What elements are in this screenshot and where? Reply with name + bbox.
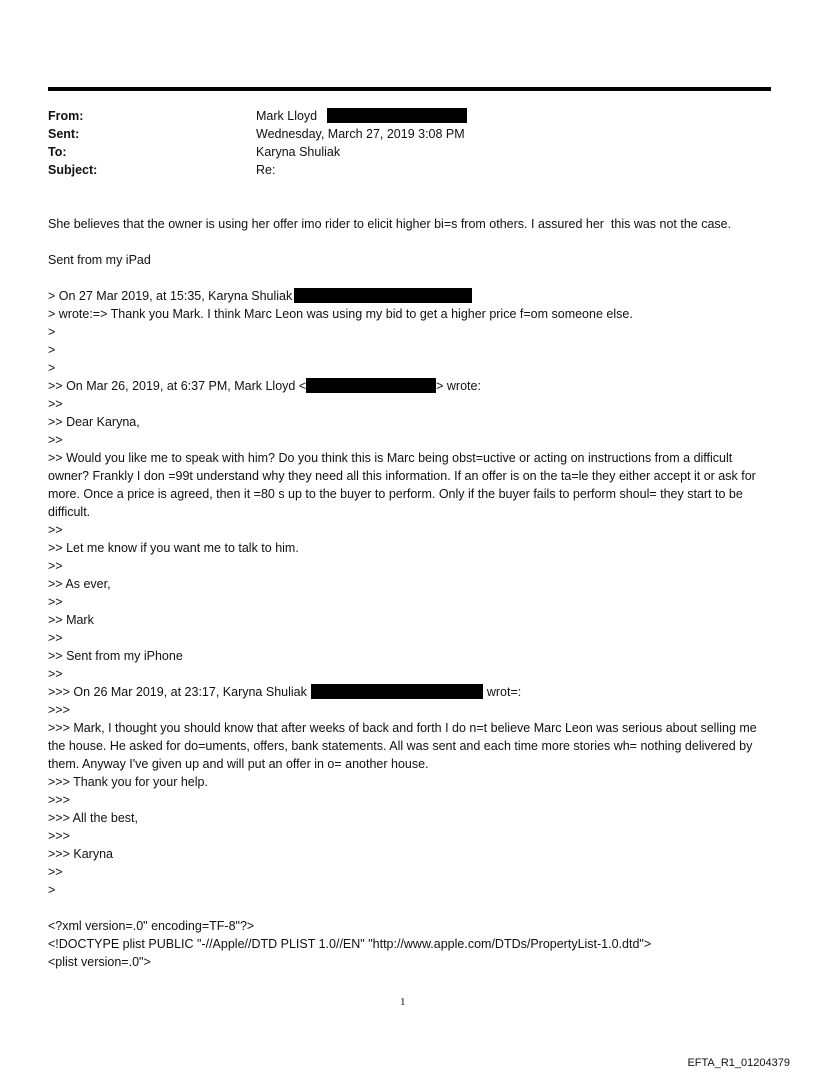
to-value: Karyna Shuliak — [256, 145, 341, 159]
page-number: 1 — [400, 996, 406, 1008]
sent-value: Wednesday, March 27, 2019 3:08 PM — [256, 127, 465, 141]
from-label: From: — [48, 109, 84, 123]
body-line: >> — [48, 433, 63, 447]
body-line: > On 27 Mar 2019, at 15:35, Karyna Shuliak — [48, 287, 760, 305]
body-line: >>> — [48, 793, 70, 807]
redaction-box — [294, 288, 472, 303]
body-line: > wrote:=> Thank you Mark. I think Marc Leon was using my bid to get a higher price f=om someone else. — [48, 307, 633, 321]
body-line: >> Sent from my iPhone — [48, 649, 183, 663]
body-line: >>> On 26 Mar 2019, at 23:17, Karyna Shuliak wrot=: — [48, 685, 522, 699]
body-line: >> — [48, 865, 63, 879]
body-line: >> Would you like me to speak with him? Do you think this is Marc being obst=uctive or acting on instructions from a difficult owner? Frankly I don =99t understand why they need all this information. If an offer is on the ta=le they either accept it or ask for more. Once a price is agreed, then it =80 s up to the buyer to perform. Only if the buyer fails to perform shoul= they start to be difficult. — [48, 451, 760, 519]
subject-label: Subject: — [48, 163, 98, 177]
body-line: > — [48, 883, 56, 897]
redaction-box — [306, 378, 436, 393]
body-line: >> — [48, 523, 63, 537]
bates-number: EFTA_R1_01204379 — [687, 1057, 790, 1069]
subject-value: Re: — [256, 163, 276, 177]
body-line: >>> — [48, 829, 70, 843]
body-line: >> — [48, 667, 63, 681]
body-line: Sent from my iPad — [48, 253, 151, 267]
body-line: >> On Mar 26, 2019, at 6:37 PM, Mark Lloyd < > wrote: — [48, 379, 481, 393]
body-line: >> Dear Karyna, — [48, 415, 140, 429]
body-line: > — [48, 343, 56, 357]
body-line: >>> Karyna — [48, 847, 113, 861]
body-line: > — [48, 325, 56, 339]
email-body — [48, 215, 760, 971]
body-line: >> — [48, 595, 63, 609]
xml-line: <!DOCTYPE plist PUBLIC "-//Apple//DTD PLIST 1.0//EN" "http://www.apple.com/DTDs/PropertyList-1.0.dtd"> — [48, 937, 652, 951]
from-value: Mark Lloyd — [256, 109, 318, 123]
body-line: >> — [48, 631, 63, 645]
body-line: >>> All the best, — [48, 811, 138, 825]
body-line: >> Let me know if you want me to talk to him. — [48, 541, 299, 555]
body-line: >> — [48, 397, 63, 411]
xml-line: <plist version=.0"> — [48, 955, 151, 969]
body-line: >>> Mark, I thought you should know that after weeks of back and forth I do n=t believe Marc Leon was serious about selling me the house. He asked for do=uments, offers, bank statements. All was sent and each time more stories wh= nothing delivered by them. Anyway I've given up and will put an offer in o= another house. — [48, 721, 761, 771]
body-line: >> Mark — [48, 613, 94, 627]
body-line: >>> Thank you for your help. — [48, 775, 208, 789]
sent-label: Sent: — [48, 127, 80, 141]
body-line: She believes that the owner is using her offer imo rider to elicit higher bi=s from others. I assured her this was not the case. — [48, 217, 732, 231]
body-line: >>> — [48, 703, 70, 717]
body-line: >> As ever, — [48, 577, 111, 591]
redaction-box — [327, 108, 467, 123]
body-line: > — [48, 361, 56, 375]
to-label: To: — [48, 145, 67, 159]
body-line: >> — [48, 559, 63, 573]
redaction-box — [311, 684, 483, 699]
xml-line: <?xml version=.0" encoding=TF-8"?> — [48, 919, 255, 933]
header-rule — [48, 87, 771, 91]
